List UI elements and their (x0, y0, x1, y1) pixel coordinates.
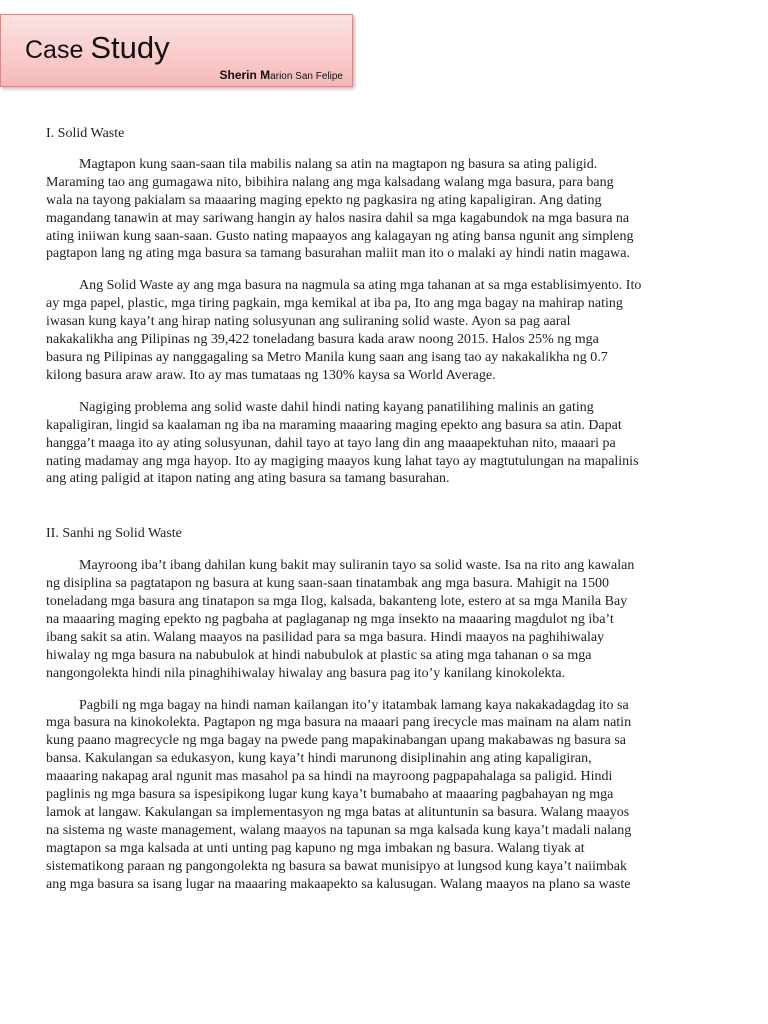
paragraph-line: Maraming tao ang gumagawa nito, bibihira nalang ang mga kalsadang walang mga basura, para bang (46, 174, 614, 190)
paragraph (46, 697, 720, 894)
paragraph-line: ang ating paligid at itapon nating ang ating basura sa tamang basurahan. (46, 471, 450, 487)
paragraph-line: kapaligiran, lingid sa kaalaman ng iba na maraming maaaring maging epekto ang basura sa atin. Dapat (46, 417, 622, 433)
paragraph-line: paglinis ng mga basura sa ispesipikong lugar kung kaya’t bumabaho at maaaring pagbahayan ng mga (46, 787, 614, 803)
paragraph-line: kung paano magrecycle ng mga bagay na pwede pang mapakinabangan upang makabawas ng basura sa (46, 733, 627, 749)
paragraph-line: iwasan kung kaya’t ang hirap nating solusyunan ang suliraning solid waste. Ayon sa pag aaral (46, 314, 571, 330)
paragraph-line: kilong basura araw araw. Ito ay mas tumataas ng 130% kaysa sa World Average. (46, 367, 496, 383)
paragraph-line: Nagiging problema ang solid waste dahil hindi nating kayang panatilihing malinis an gating (79, 399, 594, 415)
paragraph (46, 399, 720, 489)
paragraph-line: maaaring nakapag aral ngunit mas masahol pa sa hindi na mayroong pagpapahalaga sa paligid. Hindi (46, 769, 613, 785)
document-body (46, 125, 720, 894)
author-name (220, 68, 344, 82)
paragraph-line: ay mga papel, plastic, mga tiring pagkain, mga kemikal at iba pa, Ito ang mga bagay na mahirap nating (46, 296, 623, 312)
paragraph-line: ating iniiwan kung saan-saan. Gusto nating mapaayos ang kalagayan ng ating bansa ngunit ang simpleng (46, 228, 634, 244)
title-word-case: Case (25, 36, 91, 64)
paragraph-line: ibang sakit sa atin. Walang maayos na pasilidad para sa mga basura. Hindi maayos na paghihiwalay (46, 629, 605, 645)
paragraph-line: nating madamay ang mga hayop. Ito ay magiging maayos kung lahat tayo ay magtutulungan na mapalinis (46, 453, 639, 469)
paragraph-line: hangga’t maaga ito ay ating solusyunan, dahil tayo at tayo lang din ang maaapektuhan nito, maaari pa (46, 435, 616, 451)
paragraph-line: Magtapon kung saan-saan tila mabilis nalang sa atin na magtapon ng basura sa ating paligid. (79, 156, 598, 172)
author-name-rest: arion San Felipe (270, 71, 343, 82)
author-name-bold: Sherin M (219, 68, 271, 82)
document-title (25, 30, 170, 66)
paragraph (46, 557, 720, 682)
paragraph (46, 277, 720, 384)
paragraph (46, 156, 720, 263)
paragraph-line: na sistema ng waste management, walang maayos na tapunan sa mga kalsada kung kaya’t madali nalang (46, 822, 632, 838)
paragraph-line: nakakalikha ang Pilipinas ng 39,422 toneladang basura kada araw noong 2015. Halos 25% ng mga (46, 332, 599, 348)
section-spacer (46, 488, 720, 525)
paragraph-line: basura ng Pilipinas ay nanggagaling sa Metro Manila kung saan ang isang tao ay nakakalikha ng 0.7 (46, 349, 608, 365)
paragraph-line: mga basura na kinokolekta. Pagtapon ng mga basura na maaari pang irecycle mas mainam na alam natin (46, 715, 632, 731)
paragraph-line: Ang Solid Waste ay ang mga basura na nagmula sa ating mga tahanan at sa mga establisimyento. Ito (79, 278, 642, 294)
paragraph-line: Pagbili ng mga bagay na hindi naman kailangan ito’y itatambak lamang kaya nakakadagdag ito sa (79, 697, 629, 713)
section-heading: I. Solid Waste (46, 126, 125, 141)
paragraph-line: hiwalay ng mga basura na nabubulok at hindi nabubulok at plastic sa ating mga tahanan o sa mga (46, 647, 592, 663)
title-banner (0, 14, 353, 87)
paragraph-line: toneladang mga basura ang tinatapon sa mga Ilog, kalsada, bakanteng lote, estero at sa mga Manila Bay (46, 594, 628, 610)
paragraph-line: sistematikong paraan ng pangongolekta ng basura sa bawat munisipyo at lungsod kung kaya’t naiimbak (46, 858, 628, 874)
paragraph-line: magandang tanawin at may sariwang hangin ay halos nasira dahil sa mga kagabundok na mga basura na (46, 210, 630, 226)
paragraph-line: wala na tayong pakialam sa maaaring maging epekto ng pagkasira ng ating kapaligiran. Ang dating (46, 192, 602, 208)
paragraph-line: ng disiplina sa pagtatapon ng basura at kung saan-saan tinatambak ang mga basura. Mahigit na 1500 (46, 576, 609, 592)
paragraph-line: na maaaring maging epekto ng pagbaha at paglaganap ng mga insekto na maaaring magdulot ng iba’t (46, 611, 614, 627)
title-word-study: Study (90, 30, 170, 65)
paragraph-line: pagtapon lang ng ating mga basura sa tamang basurahan maliit man ito o malaki ay hindi natin magawa. (46, 246, 630, 262)
paragraph-line: lamok at langaw. Kakulangan sa implementasyon ng mga batas at alituntunin sa basura. Walang maayos (46, 805, 630, 820)
paragraph-line: nangongolekta hindi nila pinaghihiwalay hiwalay ang basura pag ito’y kanilang kinokolekta. (46, 665, 566, 681)
paragraph-line: magtapon sa mga kalsada at unti unting pag kapuno ng mga imbakan ng basura. Walang tiyak at (46, 840, 585, 856)
paragraph-line: bansa. Kakulangan sa edukasyon, kung kaya’t hindi marunong disiplinahin ang ating kapaligiran, (46, 751, 592, 767)
section-heading: II. Sanhi ng Solid Waste (46, 526, 182, 542)
paragraph-line: Mayroong iba’t ibang dahilan kung bakit may suliranin tayo sa solid waste. Isa na rito ang kawalan (79, 558, 635, 574)
paragraph-line: ang mga basura sa isang lugar na maaaring makaapekto sa kalusugan. Walang maayos na plano sa waste (46, 876, 631, 892)
